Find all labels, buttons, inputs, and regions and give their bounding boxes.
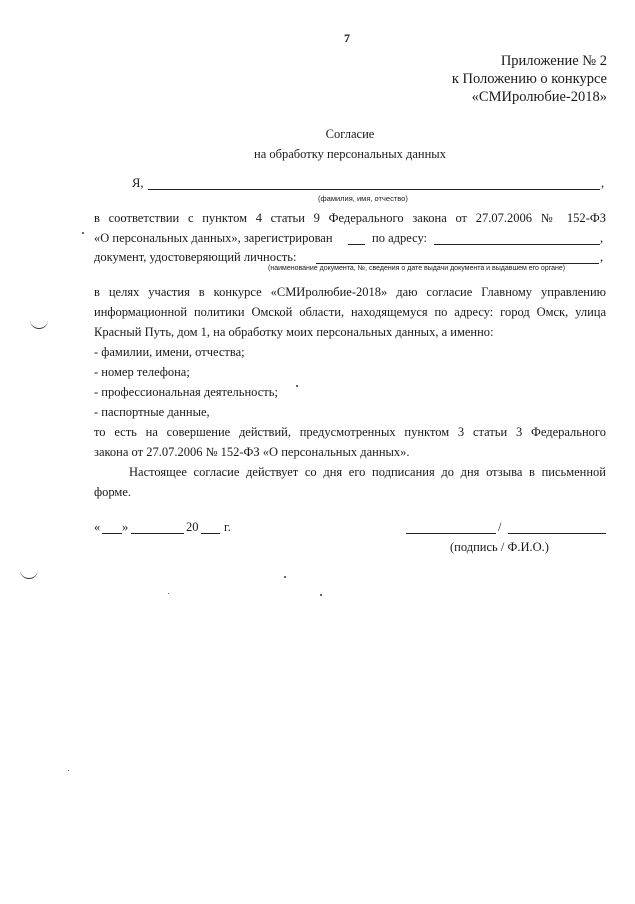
appendix-line-2: к Положению о конкурсе [451, 71, 607, 87]
date-open-quote: « [94, 520, 101, 534]
document-title [150, 124, 550, 164]
month-field-line[interactable] [131, 533, 184, 534]
name-field-line[interactable] [508, 533, 606, 534]
address-comma: , [600, 231, 604, 245]
purpose-line-3: Красный Путь, дом 1, на обработку моих персональных данных, а именно: [94, 325, 494, 339]
data-item: - номер телефона; [94, 365, 190, 379]
scan-speck [320, 594, 322, 596]
data-item: - профессиональная деятельность; [94, 385, 278, 399]
appendix-block [307, 52, 607, 106]
year-prefix: 20 [186, 520, 199, 534]
actions-line-2: закона от 27.07.2006 № 152-ФЗ «О персональных данных». [94, 445, 410, 459]
title-line-1: Согласие [325, 127, 375, 141]
purpose-line-1: в целях участия в конкурсе «СМИролюбие-2018» даю согласие Главному управлению [94, 285, 606, 299]
appendix-line-1: Приложение № 2 [500, 53, 607, 69]
doc-hint: (наименование документа, №, сведения о дате выдачи документа и выдавшем его органе) [268, 265, 566, 272]
i-label: Я, [132, 176, 144, 190]
date-close-quote: » [122, 520, 129, 534]
doc-label: документ, удостоверяющий личность: [94, 250, 297, 264]
scan-speck [68, 770, 69, 771]
fio-hint: (фамилия, имя, отчество) [318, 194, 408, 203]
fio-comma: , [601, 176, 605, 190]
purpose-line-2: информационной политики Омской области, находящемуся по адресу: город Омск, улица [94, 305, 606, 319]
scan-mark [30, 318, 48, 329]
validity-line-2: форме. [94, 485, 131, 499]
signature-slash: / [498, 520, 502, 534]
data-item: - паспортные данные, [94, 405, 210, 419]
fio-field-line[interactable] [148, 189, 600, 190]
scan-speck [82, 232, 84, 234]
signature-hint: (подпись / Ф.И.О.) [450, 540, 549, 554]
day-field-line[interactable] [102, 533, 122, 534]
page-number: 7 [344, 31, 350, 45]
validity-line-1: Настоящее согласие действует со дня его подписания до дня отзыва в письменной [129, 465, 606, 479]
registered-field-line[interactable] [348, 244, 365, 245]
scan-speck [296, 385, 298, 387]
scan-speck [284, 576, 286, 578]
scan-speck [168, 593, 169, 594]
address-field-line[interactable] [434, 244, 600, 245]
signature-field-line[interactable] [406, 533, 496, 534]
address-label: по адресу: [372, 231, 428, 245]
scan-mark [20, 568, 38, 579]
appendix-line-3: «СМИролюбие-2018» [471, 89, 607, 105]
actions-line-1: то есть на совершение действий, предусмотренных пунктом 3 статьи 3 Федерального [94, 425, 606, 439]
doc-comma: , [600, 250, 604, 264]
year-suffix: г. [224, 520, 231, 534]
title-line-2: на обработку персональных данных [254, 147, 446, 161]
data-item: - фамилии, имени, отчества; [94, 345, 245, 359]
year-field-line[interactable] [201, 533, 220, 534]
law-line-1: в соответствии с пунктом 4 статьи 9 Федерального закона от 27.07.2006 № 152-ФЗ [94, 211, 606, 225]
law-line-2-a: «О персональных данных», зарегистрирован [94, 231, 333, 245]
